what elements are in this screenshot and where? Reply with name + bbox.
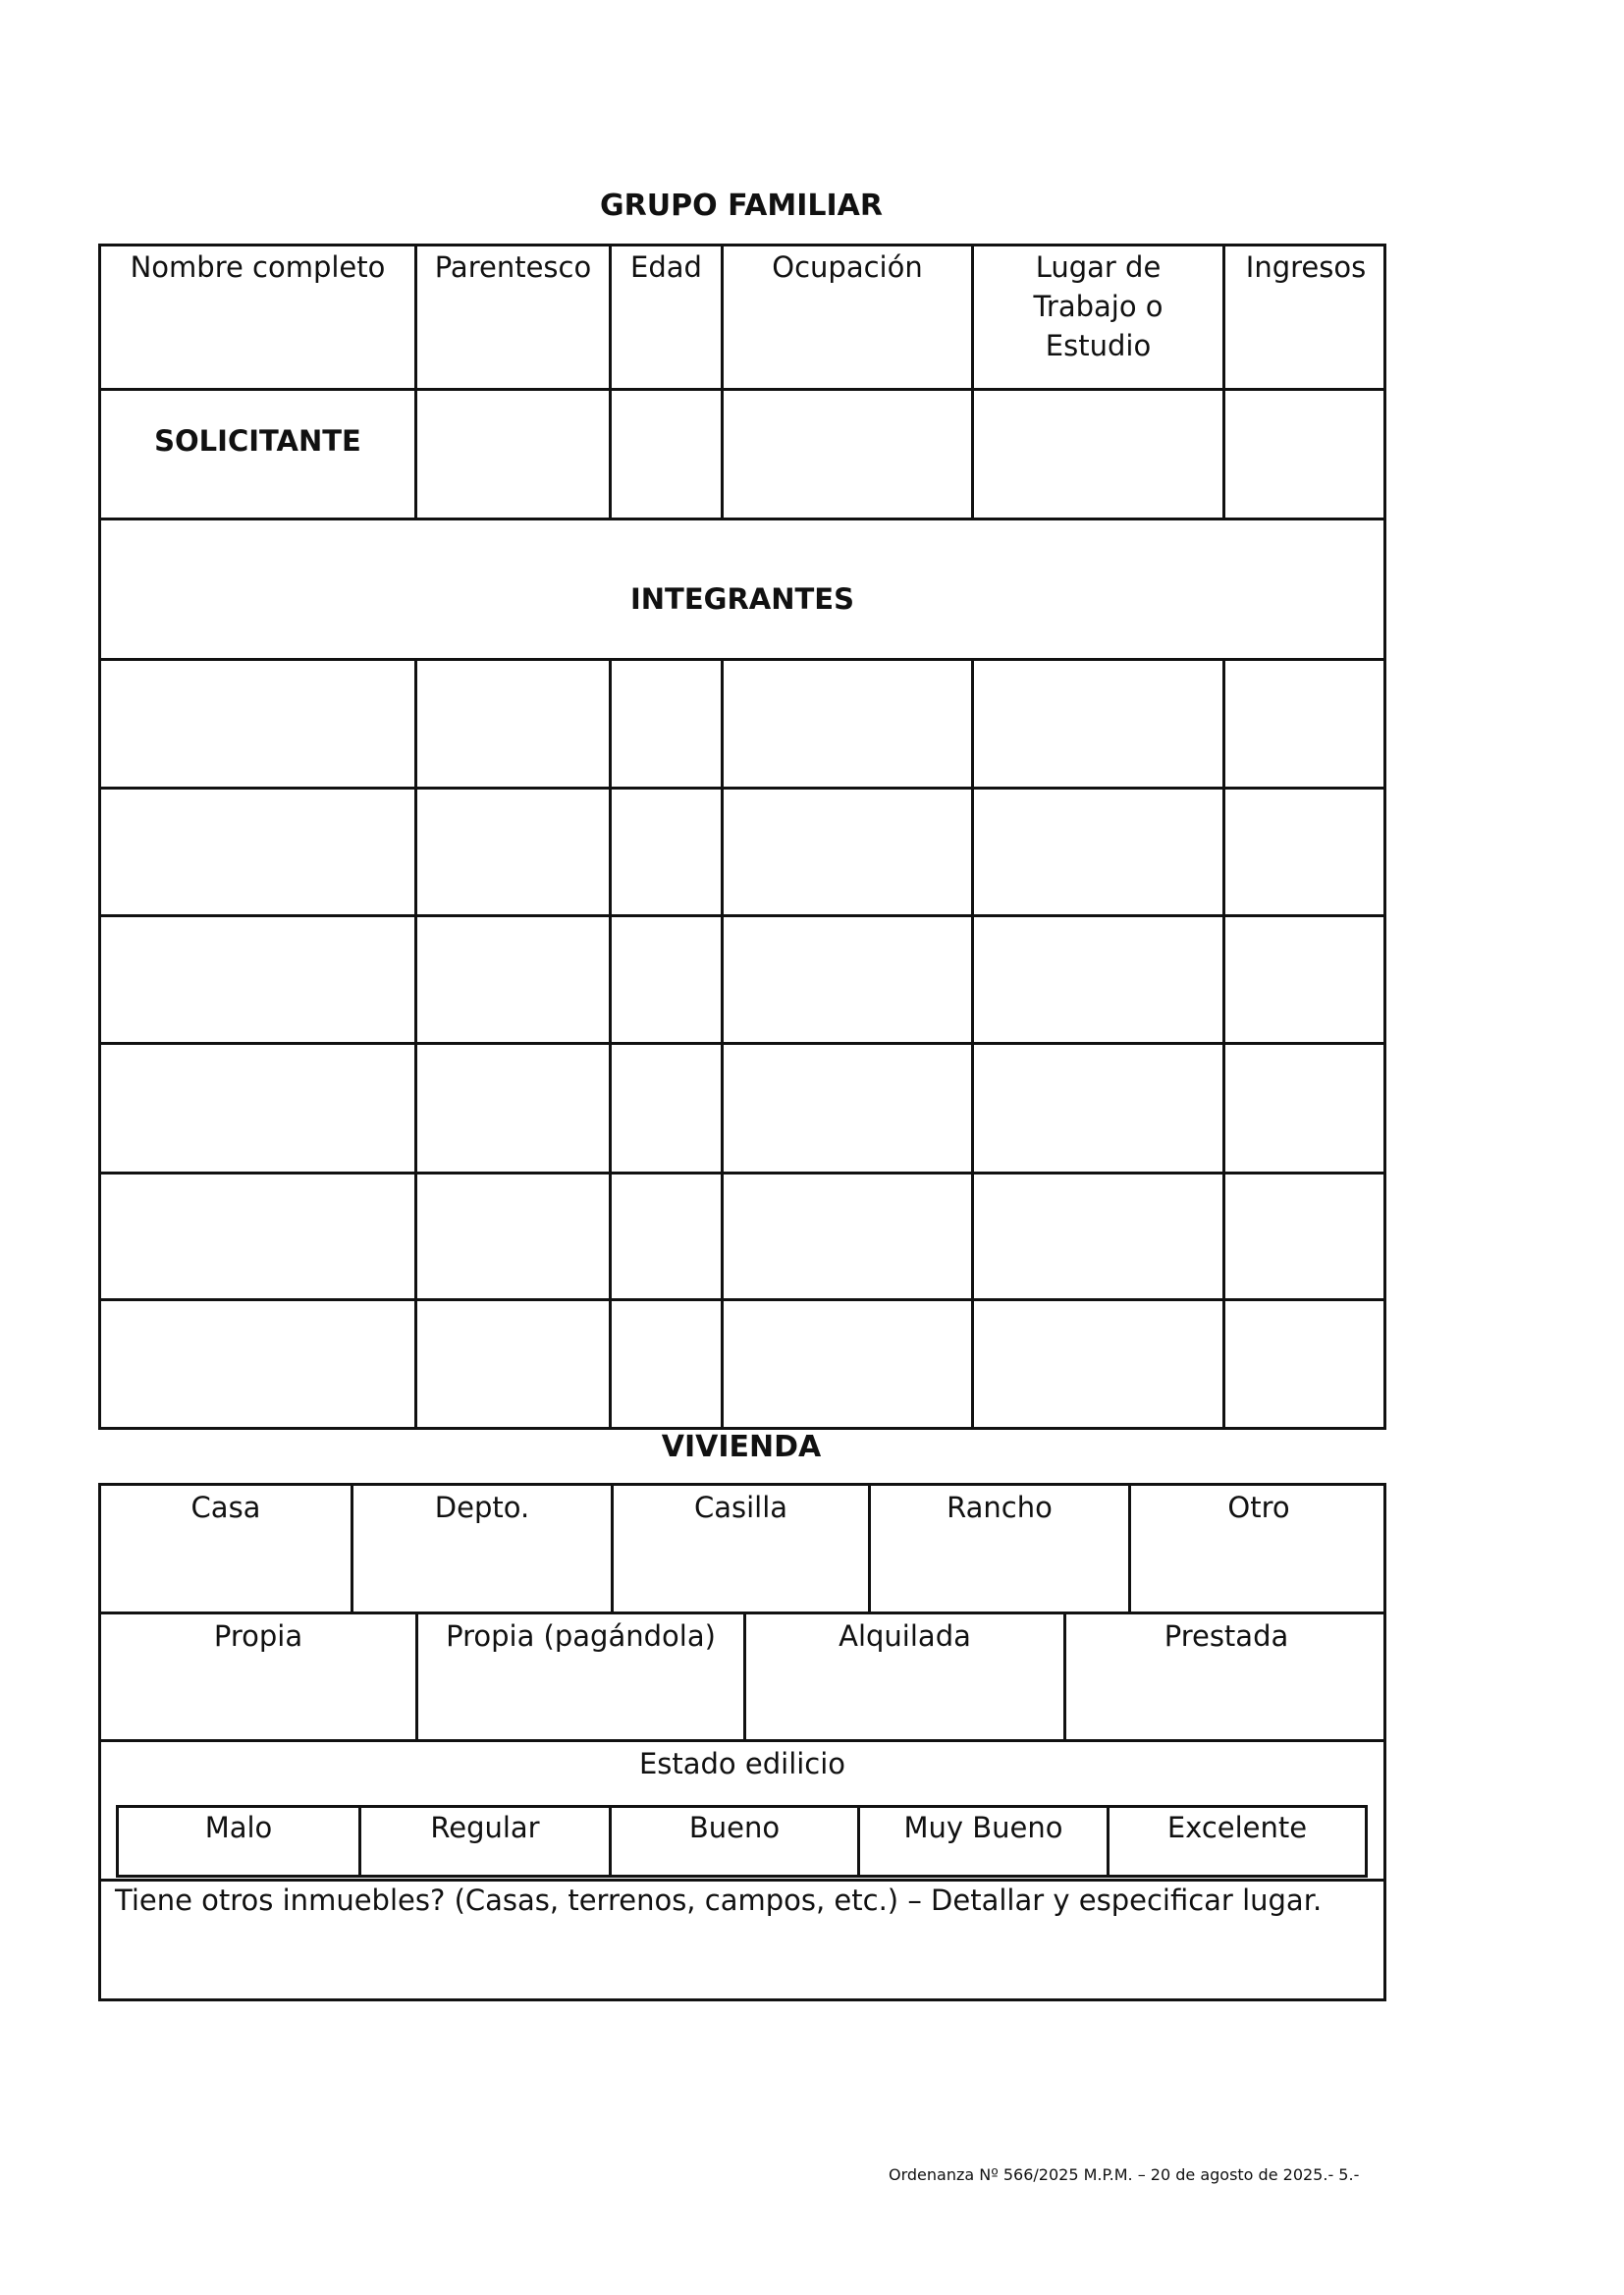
table-divider (98, 914, 1386, 917)
estado-muy-bueno: Muy Bueno (903, 1811, 1063, 1844)
header-lugar-trabajo: Lugar de Trabajo o Estudio (1033, 250, 1164, 362)
table-divider (98, 787, 1386, 790)
table-divider (98, 388, 1386, 391)
footer-ordenanza: Ordenanza Nº 566/2025 M.P.M. – 20 de agosto de 2025.- 5.- (889, 2165, 1360, 2184)
column-divider (1222, 658, 1225, 1430)
grupo-familiar-table (98, 244, 1386, 1430)
tenencia-alquilada: Alquilada (839, 1619, 971, 1653)
estado-excelente: Excelente (1166, 1811, 1308, 1844)
table-divider (98, 1172, 1386, 1175)
estado-malo: Malo (204, 1811, 273, 1844)
tenencia-propia: Propia (213, 1619, 303, 1653)
vivienda-title: VIVIENDA (661, 1430, 822, 1464)
solicitante-label: SOLICITANTE (154, 424, 361, 458)
header-edad: Edad (630, 250, 702, 284)
header-ingresos: Ingresos (1245, 250, 1367, 284)
tipo-casa: Casa (190, 1491, 261, 1524)
tipo-rancho: Rancho (947, 1491, 1053, 1524)
table-divider (98, 1612, 1386, 1614)
otros-inmuebles-question: Tiene otros inmuebles? (Casas, terrenos, campos, etc.) – Detallar y especificar lugar. (115, 1884, 1323, 1917)
estado-bueno: Bueno (688, 1811, 781, 1844)
header-parentesco: Parentesco (434, 250, 592, 284)
vivienda-table (98, 1483, 1386, 2001)
grupo-familiar-title: GRUPO FAMILIAR (600, 189, 883, 223)
tipo-otro: Otro (1227, 1491, 1290, 1524)
header-ocupacion: Ocupación (772, 250, 923, 284)
column-divider (414, 658, 417, 1430)
estado-edilicio-label: Estado edilicio (638, 1747, 846, 1780)
tenencia-propia-pagandola: Propia (pagándola) (446, 1619, 716, 1653)
estado-regular: Regular (430, 1811, 540, 1844)
tipo-depto: Depto. (434, 1491, 530, 1524)
table-divider (98, 1739, 1386, 1742)
column-divider (971, 658, 974, 1430)
table-divider (98, 1298, 1386, 1301)
header-nombre-completo: Nombre completo (130, 250, 386, 284)
tipo-casilla: Casilla (693, 1491, 788, 1524)
column-divider (609, 658, 612, 1430)
column-divider (721, 658, 724, 1430)
table-divider (98, 1042, 1386, 1045)
integrantes-label: INTEGRANTES (630, 582, 854, 616)
table-divider (98, 1879, 1386, 1882)
tenencia-prestada: Prestada (1164, 1619, 1289, 1653)
table-divider (98, 518, 1386, 520)
table-divider (98, 658, 1386, 661)
